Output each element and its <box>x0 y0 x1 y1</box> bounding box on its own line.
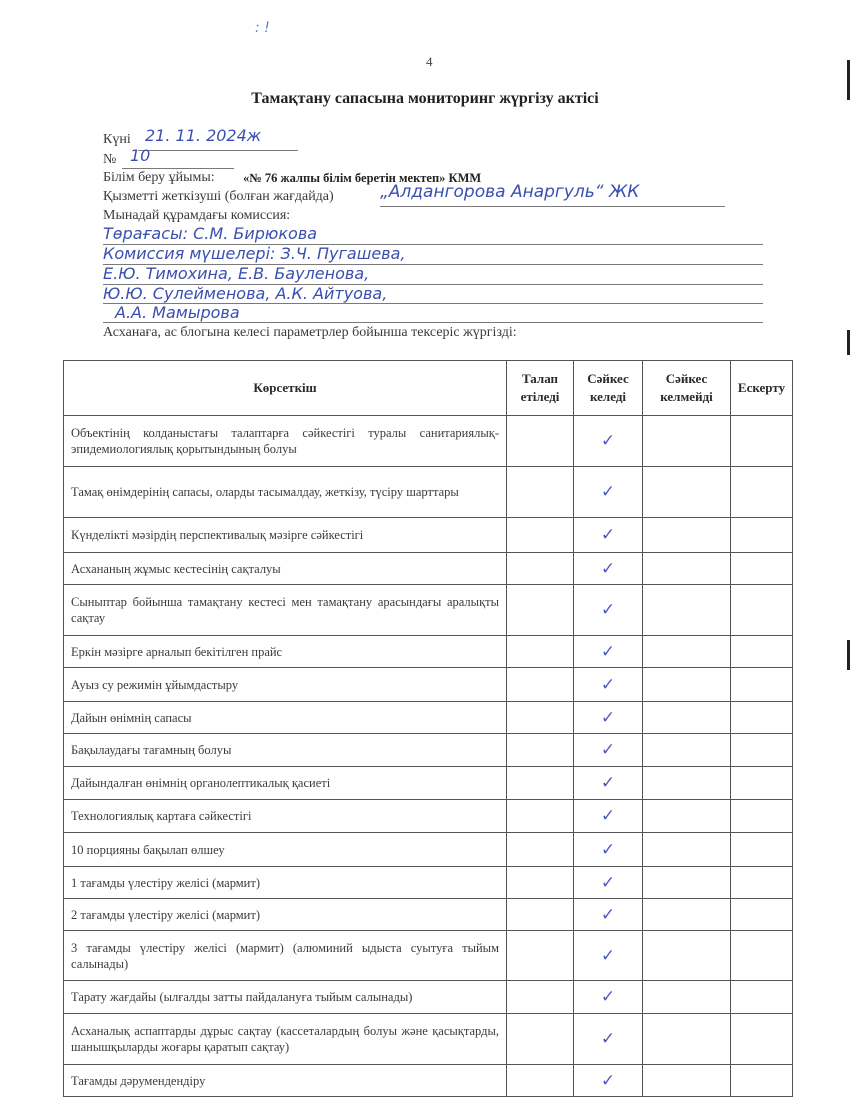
required-cell <box>507 981 574 1014</box>
noncompliant-cell <box>643 585 731 636</box>
compliant-cell <box>574 702 643 734</box>
required-cell <box>507 518 574 553</box>
noncompliant-cell <box>643 1065 731 1097</box>
table-row <box>64 734 793 767</box>
table-row <box>64 702 793 734</box>
checkmark-icon: ✓ <box>600 431 616 451</box>
indicator-cell: Еркін мәзірге арналып бекітілген прайс <box>64 636 507 668</box>
noncompliant-cell <box>643 867 731 899</box>
required-cell <box>507 668 574 702</box>
noncompliant-cell <box>643 702 731 734</box>
commission-line-1: Төрағасы: С.М. Бирюкова <box>103 224 318 243</box>
note-cell <box>731 931 793 981</box>
header-note: Ескерту <box>731 361 793 416</box>
checkmark-icon: ✓ <box>600 839 616 860</box>
compliant-cell <box>574 734 643 767</box>
compliant-cell <box>574 416 643 467</box>
checkmark-icon: ✓ <box>600 641 616 662</box>
number-value: 10 <box>130 146 151 165</box>
required-cell <box>507 767 574 800</box>
indicator-cell: Асханалық аспаптарды дұрыс сақтау (кассеталардың болуы және қасықтарды, шанышқыларды жоғары қаратып сақтау) <box>64 1014 507 1065</box>
checkmark-icon: ✓ <box>600 773 616 793</box>
note-cell <box>731 1065 793 1097</box>
indicator-cell: Асхананың жұмыс кестесінің сақталуы <box>64 553 507 585</box>
compliant-cell <box>574 800 643 833</box>
compliant-cell <box>574 899 643 931</box>
number-label: № <box>103 152 117 167</box>
indicator-cell: Бақылаудағы тағамның болуы <box>64 734 507 767</box>
compliant-cell <box>574 767 643 800</box>
noncompliant-cell <box>643 416 731 467</box>
required-cell <box>507 899 574 931</box>
commission-line-4: Ю.Ю. Сулейменова, А.К. Айтуова, <box>103 284 388 303</box>
inspection-intro: Асханаға, ас блогына келесі параметрлер бойынша тексеріс жүргізді: <box>103 325 517 340</box>
compliant-cell <box>574 668 643 702</box>
commission-line-5: А.А. Мамырова <box>115 303 240 322</box>
indicator-cell: 10 порцияны бақылап өлшеу <box>64 833 507 867</box>
checkmark-icon: ✓ <box>600 600 616 620</box>
org-label: Білім беру ұйымы: <box>103 170 215 185</box>
indicator-cell: Объектінің колданыстағы талаптарға сәйкестігі туралы санитариялық-эпидемиологиялық қорытындының болуы <box>64 416 507 467</box>
required-cell <box>507 1065 574 1097</box>
page-title: Тамақтану сапасына мониторинг жүргізу актісі <box>251 90 599 107</box>
compliant-cell <box>574 467 643 518</box>
note-cell <box>731 899 793 931</box>
note-cell <box>731 416 793 467</box>
table-row <box>64 800 793 833</box>
table-row <box>64 518 793 553</box>
table-row <box>64 585 793 636</box>
page-number: 4 <box>426 54 433 69</box>
note-cell <box>731 734 793 767</box>
table-row <box>64 668 793 702</box>
note-cell <box>731 636 793 668</box>
required-cell <box>507 636 574 668</box>
table-row <box>64 1065 793 1097</box>
required-cell <box>507 931 574 981</box>
top-scribble: : ! <box>255 20 270 36</box>
compliant-cell <box>574 585 643 636</box>
indicator-cell: Күнделікті мәзірдің перспективалық мәзірге сәйкестігі <box>64 518 507 553</box>
table-row <box>64 553 793 585</box>
compliant-cell <box>574 636 643 668</box>
date-value: 21. 11. 2024ж <box>145 126 262 145</box>
required-cell <box>507 734 574 767</box>
noncompliant-cell <box>643 800 731 833</box>
monitoring-table <box>63 360 793 1097</box>
note-cell <box>731 668 793 702</box>
note-cell <box>731 518 793 553</box>
noncompliant-cell <box>643 1014 731 1065</box>
noncompliant-cell <box>643 767 731 800</box>
note-cell <box>731 553 793 585</box>
table-row <box>64 833 793 867</box>
note-cell <box>731 585 793 636</box>
table-row <box>64 899 793 931</box>
note-cell <box>731 981 793 1014</box>
compliant-cell <box>574 518 643 553</box>
compliant-cell <box>574 553 643 585</box>
checkmark-icon: ✓ <box>600 987 616 1007</box>
header-required: Талап етіледі <box>507 361 574 416</box>
checkmark-icon: ✓ <box>600 674 616 695</box>
noncompliant-cell <box>643 931 731 981</box>
checkmark-icon: ✓ <box>600 525 616 545</box>
required-cell <box>507 1014 574 1065</box>
supplier-value: „Алдангорова Анаргуль“ ЖК <box>380 182 640 202</box>
indicator-cell: 2 тағамды үлестіру желісі (мармит) <box>64 899 507 931</box>
noncompliant-cell <box>643 981 731 1014</box>
required-cell <box>507 833 574 867</box>
indicator-cell: Тағамды дәрумендендіру <box>64 1065 507 1097</box>
noncompliant-cell <box>643 518 731 553</box>
noncompliant-cell <box>643 833 731 867</box>
required-cell <box>507 867 574 899</box>
required-cell <box>507 800 574 833</box>
noncompliant-cell <box>643 553 731 585</box>
checkmark-icon: ✓ <box>600 740 616 760</box>
compliant-cell <box>574 981 643 1014</box>
indicator-cell: Дайындалған өнімнің органолептикалық қасиеті <box>64 767 507 800</box>
indicator-cell: Дайын өнімнің сапасы <box>64 702 507 734</box>
checkmark-icon: ✓ <box>600 482 616 502</box>
org-value: «№ 76 жалпы білім беретін мектеп» КММ <box>243 171 482 185</box>
note-cell <box>731 767 793 800</box>
noncompliant-cell <box>643 668 731 702</box>
indicator-cell: 3 тағамды үлестіру желісі (мармит) (алюминий ыдыста суытуға тыйым салынады) <box>64 931 507 981</box>
checkmark-icon: ✓ <box>600 806 616 826</box>
indicator-cell: Тарату жағдайы (ылғалды затты пайдалануға тыйым салынады) <box>64 981 507 1014</box>
table-row <box>64 636 793 668</box>
table-row <box>64 1014 793 1065</box>
compliant-cell <box>574 1014 643 1065</box>
header-indicator: Көрсеткіш <box>64 361 507 416</box>
required-cell <box>507 467 574 518</box>
note-cell <box>731 1014 793 1065</box>
table-row <box>64 467 793 518</box>
compliant-cell <box>574 833 643 867</box>
required-cell <box>507 702 574 734</box>
checkmark-icon: ✓ <box>600 945 616 966</box>
commission-line-2: Комиссия мүшелері: З.Ч. Пугашева, <box>103 244 406 263</box>
commission-label: Мынадай құрамдағы комиссия: <box>103 208 291 223</box>
compliant-cell <box>574 931 643 981</box>
note-cell <box>731 702 793 734</box>
commission-line-3: Е.Ю. Тимохина, Е.В. Бауленова, <box>103 264 370 283</box>
table-row <box>64 867 793 899</box>
compliant-cell <box>574 867 643 899</box>
required-cell <box>507 585 574 636</box>
date-label: Күні <box>103 132 131 147</box>
supplier-label: Қызметті жеткізуші (болған жағдайда) <box>103 189 334 204</box>
table-row <box>64 767 793 800</box>
indicator-cell: 1 тағамды үлестіру желісі (мармит) <box>64 867 507 899</box>
indicator-cell: Тамақ өнімдерінің сапасы, оларды тасымалдау, жеткізу, түсіру шарттары <box>64 467 507 518</box>
compliant-cell <box>574 1065 643 1097</box>
note-cell <box>731 833 793 867</box>
indicator-cell: Технологиялық картаға сәйкестігі <box>64 800 507 833</box>
indicator-cell: Сыныптар бойынша тамақтану кестесі мен тамақтану арасындағы аралықты сақтау <box>64 585 507 636</box>
required-cell <box>507 553 574 585</box>
table-row <box>64 981 793 1014</box>
noncompliant-cell <box>643 467 731 518</box>
checkmark-icon: ✓ <box>600 1070 616 1091</box>
header-compliant: Сәйкес келеді <box>574 361 643 416</box>
checkmark-icon: ✓ <box>600 1029 616 1049</box>
note-cell <box>731 867 793 899</box>
noncompliant-cell <box>643 636 731 668</box>
checkmark-icon: ✓ <box>600 904 616 925</box>
note-cell <box>731 800 793 833</box>
noncompliant-cell <box>643 899 731 931</box>
checkmark-icon: ✓ <box>600 872 616 893</box>
header-noncompliant: Сәйкес келмейді <box>643 361 731 416</box>
checkmark-icon: ✓ <box>600 707 616 728</box>
required-cell <box>507 416 574 467</box>
noncompliant-cell <box>643 734 731 767</box>
note-cell <box>731 467 793 518</box>
indicator-cell: Ауыз су режимін ұйымдастыру <box>64 668 507 702</box>
table-row <box>64 416 793 467</box>
checkmark-icon: ✓ <box>600 558 616 579</box>
table-row <box>64 931 793 981</box>
